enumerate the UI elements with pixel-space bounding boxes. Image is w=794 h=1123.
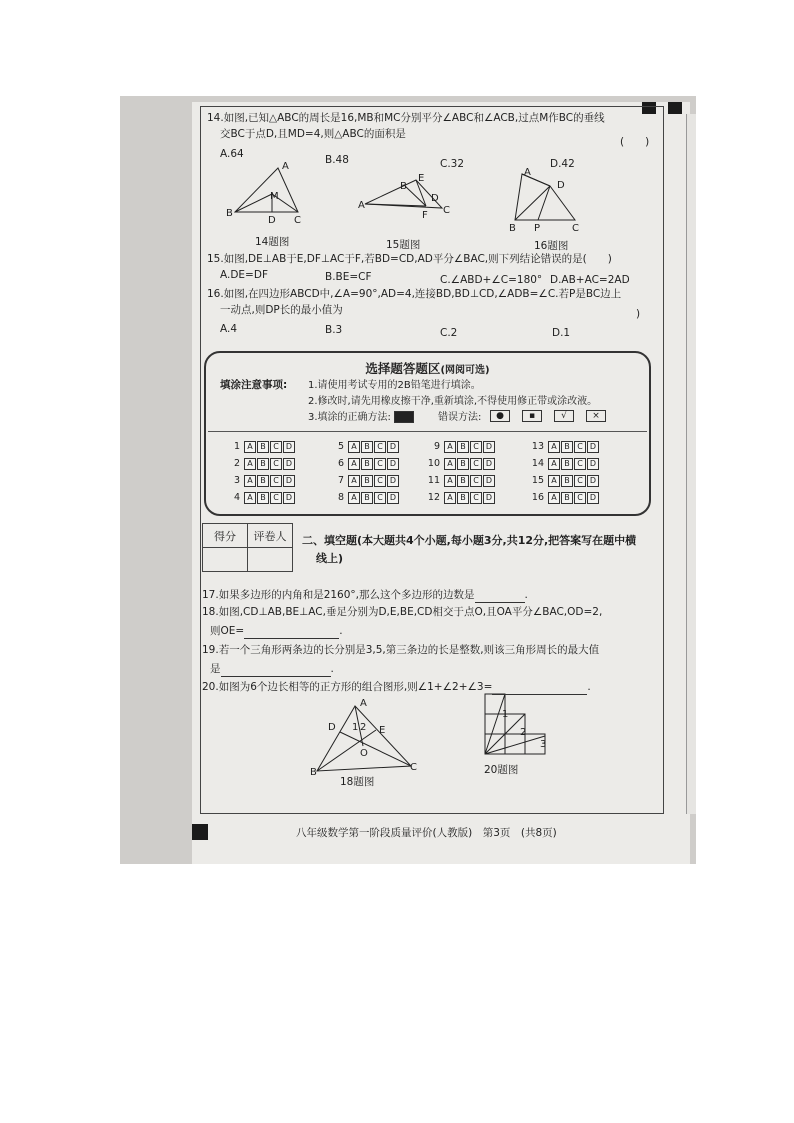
answer-bubble[interactable]: A [244, 458, 256, 470]
section2-heading-line1: 二、填空题(本大题共4个小题,每小题3分,共12分,把答案写在题中横 [302, 534, 637, 547]
answer-bubble[interactable]: B [457, 492, 469, 504]
fig15-caption: 15题图 [386, 239, 421, 251]
score-cell[interactable] [203, 548, 248, 572]
answer-bubble[interactable]: C [270, 475, 282, 487]
answer-bubble[interactable]: C [470, 441, 482, 453]
q14-line1: 14.如图,已知△ABC的周长是16,MB和MC分别平分∠ABC和∠ACB,过点M作BC的垂线 [207, 112, 605, 124]
answer-row [528, 441, 600, 453]
answer-row [328, 441, 400, 453]
answer-bubble[interactable]: D [283, 441, 295, 453]
answer-bubble[interactable]: B [257, 441, 269, 453]
answer-bubble[interactable]: D [283, 458, 295, 470]
q16-option-b: B.3 [325, 324, 343, 336]
answer-bubble[interactable]: C [470, 475, 482, 487]
q16-line1: 16.如图,在四边形ABCD中,∠A=90°,AD=4,连接BD,BD⊥CD,∠ADB=∠C.若P是BC边上 [207, 288, 622, 300]
answer-bubble[interactable]: D [483, 475, 495, 487]
answer-bubble[interactable]: C [374, 492, 386, 504]
q19-end: . [330, 663, 334, 675]
q18-blank[interactable] [244, 625, 339, 639]
question-number: 13 [531, 441, 544, 452]
fig18-caption: 18题图 [340, 776, 375, 788]
answer-row [528, 458, 600, 470]
fig14-label-m: M [270, 191, 279, 202]
correct-fill-demo [394, 411, 414, 424]
question-number: 3 [233, 475, 240, 486]
question-number: 5 [337, 441, 344, 452]
q18-prefix: 则OE= [210, 625, 245, 637]
fig16-label-d: D [557, 180, 565, 191]
answer-bubble[interactable]: A [444, 441, 456, 453]
question-number: 14 [531, 458, 544, 469]
answer-bubble[interactable]: C [270, 458, 282, 470]
answer-bubble[interactable]: D [283, 492, 295, 504]
answer-bubble[interactable]: B [361, 458, 373, 470]
q15-option-d: D.AB+AC=2AD [550, 274, 630, 286]
q14-paren: ( ) [620, 136, 650, 148]
wrong-mark-4 [586, 410, 606, 423]
answer-bubble[interactable]: A [444, 492, 456, 504]
fig20-diagonals [485, 694, 545, 754]
answer-bubble[interactable]: C [374, 458, 386, 470]
fig16-caption: 16题图 [534, 240, 569, 252]
fig18-label-2: 2 [360, 722, 367, 733]
fig18-label-d: D [328, 722, 336, 733]
answer-row [328, 475, 400, 487]
answer-bubble[interactable]: C [470, 458, 482, 470]
answer-row [328, 458, 400, 470]
answer-row [224, 458, 296, 470]
q18-end: . [339, 625, 343, 637]
fig18-label-a: A [360, 698, 367, 709]
q17-text: 17.如果多边形的内角和是2160°,那么这个多边形的边数是 [202, 589, 475, 601]
fig18-label-e: E [379, 725, 386, 736]
q19-line2 [210, 663, 334, 677]
q20-text: 20.如图为6个边长相等的正方形的组合图形,则∠1+∠2+∠3= [202, 681, 493, 693]
answer-bubble[interactable]: A [244, 492, 256, 504]
question-number: 11 [427, 475, 440, 486]
wrong-mark-4-glyph: × [586, 410, 606, 422]
page-footer: 八年级数学第一阶段质量评价(人教版) 第3页 (共8页) [296, 827, 557, 839]
q17 [202, 589, 528, 603]
fig14-label-b: B [226, 208, 233, 219]
answer-bubble[interactable]: B [561, 458, 573, 470]
answer-area-subtitle: (网阅可选) [440, 365, 490, 376]
score-header: 得分 [203, 524, 248, 548]
answer-bubble[interactable]: B [457, 475, 469, 487]
q16-line2: 一动点,则DP长的最小值为 [220, 304, 343, 316]
fig16-quadrilateral [515, 174, 575, 220]
answer-bubble[interactable]: A [244, 475, 256, 487]
answer-bubble[interactable]: A [444, 475, 456, 487]
fig20-label-2: 2 [520, 727, 527, 738]
q16-paren: ) [636, 308, 641, 320]
answer-bubble[interactable]: C [374, 441, 386, 453]
q15-line1: 15.如图,DE⊥AB于E,DF⊥AC于F,若BD=CD,AD平分∠BAC,则下列结论错误的是( ) [207, 253, 612, 265]
q14-option-b: B.48 [325, 154, 349, 166]
answer-row [528, 492, 600, 504]
q20-blank[interactable] [492, 681, 587, 695]
fig16-lines [515, 174, 550, 220]
question-number: 2 [233, 458, 240, 469]
q20-end: . [587, 681, 591, 693]
answer-bubble[interactable]: C [374, 475, 386, 487]
fig15-label-d: D [431, 193, 439, 204]
q15-option-a: A.DE=DF [220, 269, 268, 281]
answer-bubble[interactable]: C [574, 458, 586, 470]
q19-prefix: 是 [210, 663, 221, 675]
question-number: 10 [427, 458, 440, 469]
answer-bubble[interactable]: D [483, 458, 495, 470]
answer-bubble[interactable]: B [457, 441, 469, 453]
answer-bubble[interactable]: A [548, 492, 560, 504]
wrong-mark-2 [522, 410, 542, 423]
question-number: 4 [233, 492, 240, 503]
answer-bubble[interactable]: A [348, 458, 360, 470]
grader-header: 评卷人 [248, 524, 293, 548]
answer-row [424, 458, 496, 470]
answer-row [424, 475, 496, 487]
answer-bubble[interactable]: A [548, 441, 560, 453]
footer-rule [200, 813, 664, 814]
answer-bubble[interactable]: B [361, 475, 373, 487]
fig16-label-b: B [509, 223, 516, 234]
answer-row [528, 475, 600, 487]
fig14-label-a: A [282, 161, 289, 172]
wrong-mark-1 [490, 410, 510, 423]
wrong-mark-3-glyph: √ [554, 410, 574, 422]
answer-bubble[interactable]: B [561, 492, 573, 504]
answer-area-title-text: 选择题答题区 [365, 361, 441, 376]
answer-bubble[interactable]: D [483, 441, 495, 453]
fig14-caption: 14题图 [255, 236, 290, 248]
fig20-label-3: 3 [540, 739, 547, 750]
q20 [202, 681, 591, 695]
q14-option-a: A.64 [220, 148, 244, 160]
answer-row [224, 475, 296, 487]
answer-bubble[interactable]: D [387, 475, 399, 487]
answer-bubble[interactable]: C [574, 441, 586, 453]
question-number: 16 [531, 492, 544, 503]
answer-bubble[interactable]: D [587, 458, 599, 470]
answer-bubble[interactable]: D [587, 492, 599, 504]
fig14-label-c: C [294, 215, 301, 226]
q16-option-d: D.1 [552, 327, 571, 339]
note-2: 2.修改时,请先用橡皮擦干净,重新填涂,不得使用修正带或涂改液。 [308, 396, 598, 407]
q14-line2: 交BC于点D,且MD=4,则△ABC的面积是 [220, 128, 406, 140]
wrong-mark-1-glyph: ● [490, 410, 510, 422]
q18-line2 [210, 625, 343, 639]
q14-option-c: C.32 [440, 158, 465, 170]
answer-bubble[interactable]: C [470, 492, 482, 504]
wrong-method-label: 错误方法: [438, 412, 482, 423]
answer-bubble[interactable]: B [257, 475, 269, 487]
answer-bubble[interactable]: C [574, 475, 586, 487]
answer-sheet-box [204, 351, 651, 516]
answer-bubble[interactable]: D [387, 441, 399, 453]
fig20-caption: 20题图 [484, 764, 519, 776]
q15-option-b: B.BE=CF [325, 271, 372, 283]
answer-bubble[interactable]: C [574, 492, 586, 504]
answer-bubble[interactable]: D [587, 441, 599, 453]
fig16-label-p: P [534, 223, 541, 234]
fig15-lines [365, 180, 426, 206]
answer-bubble[interactable]: B [561, 475, 573, 487]
answer-bubble[interactable]: C [270, 441, 282, 453]
answer-bubble[interactable]: D [387, 492, 399, 504]
note-1: 1.请使用考试专用的2B铅笔进行填涂。 [308, 380, 481, 391]
fig18-label-b: B [310, 767, 317, 778]
q17-end: . [524, 589, 528, 601]
answer-bubble[interactable]: D [387, 458, 399, 470]
answer-bubble[interactable]: C [270, 492, 282, 504]
fig16-label-a: A [524, 167, 531, 178]
answer-bubble[interactable]: B [257, 458, 269, 470]
score-table [202, 523, 293, 572]
grader-cell[interactable] [248, 548, 293, 572]
answer-bubble[interactable]: A [548, 475, 560, 487]
fig16-label-c: C [572, 223, 579, 234]
q19-line1: 19.若一个三角形两条边的长分别是3,5,第三条边的长是整数,则该三角形周长的最大值 [202, 644, 600, 656]
answer-row [224, 492, 296, 504]
question-number: 9 [433, 441, 440, 452]
wrong-mark-3 [554, 410, 574, 423]
answer-row [328, 492, 400, 504]
q16-option-c: C.2 [440, 327, 458, 339]
q18-line1: 18.如图,CD⊥AB,BE⊥AC,垂足分别为D,E,BE,CD相交于点O,且OA平分∠BAC,OD=2, [202, 606, 603, 618]
fig15-label-c: C [443, 205, 450, 216]
answer-bubble[interactable]: D [483, 492, 495, 504]
answer-bubble[interactable]: A [348, 441, 360, 453]
answer-bubble[interactable]: D [283, 475, 295, 487]
fig18-label-c: C [410, 762, 417, 773]
fig18-label-1: 1 [352, 722, 359, 733]
answer-bubble[interactable]: A [348, 475, 360, 487]
answer-bubble[interactable]: B [561, 441, 573, 453]
q16-option-a: A.4 [220, 323, 238, 335]
note-3: 3.填涂的正确方法: [308, 412, 391, 423]
answer-bubble[interactable]: A [244, 441, 256, 453]
fig18-label-o: O [360, 748, 368, 759]
answer-row [424, 492, 496, 504]
wrong-mark-2-glyph: ▪ [522, 410, 542, 422]
notes-label: 填涂注意事项: [220, 379, 288, 391]
fig15-label-e: E [418, 173, 425, 184]
question-number: 8 [337, 492, 344, 503]
answer-bubble[interactable]: A [348, 492, 360, 504]
question-number: 12 [427, 492, 440, 503]
fig20-label-1: 1 [502, 709, 509, 720]
answer-bubble[interactable]: B [457, 458, 469, 470]
fig14-label-d: D [268, 215, 276, 226]
answer-area-divider [208, 431, 647, 432]
answer-bubble[interactable]: B [361, 492, 373, 504]
answer-bubble[interactable]: A [444, 458, 456, 470]
fig15-label-a: A [358, 200, 365, 211]
answer-area-title [206, 359, 649, 377]
answer-row [424, 441, 496, 453]
question-number: 6 [337, 458, 344, 469]
fig15-label-f: F [422, 210, 428, 221]
q15-option-c: C.∠ABD+∠C=180° [440, 274, 543, 286]
q14-option-d: D.42 [550, 158, 575, 170]
answer-bubble[interactable]: B [361, 441, 373, 453]
q17-blank[interactable] [475, 589, 525, 603]
answer-bubble[interactable]: D [587, 475, 599, 487]
question-number: 7 [337, 475, 344, 486]
answer-bubble[interactable]: B [257, 492, 269, 504]
exam-page [120, 96, 696, 864]
answer-row [224, 441, 296, 453]
question-number: 15 [531, 475, 544, 486]
fig15-label-b: B [400, 181, 407, 192]
question-number: 1 [233, 441, 240, 452]
answer-bubble[interactable]: A [548, 458, 560, 470]
q19-blank[interactable] [221, 663, 331, 677]
section2-heading-line2: 线上) [316, 552, 344, 565]
